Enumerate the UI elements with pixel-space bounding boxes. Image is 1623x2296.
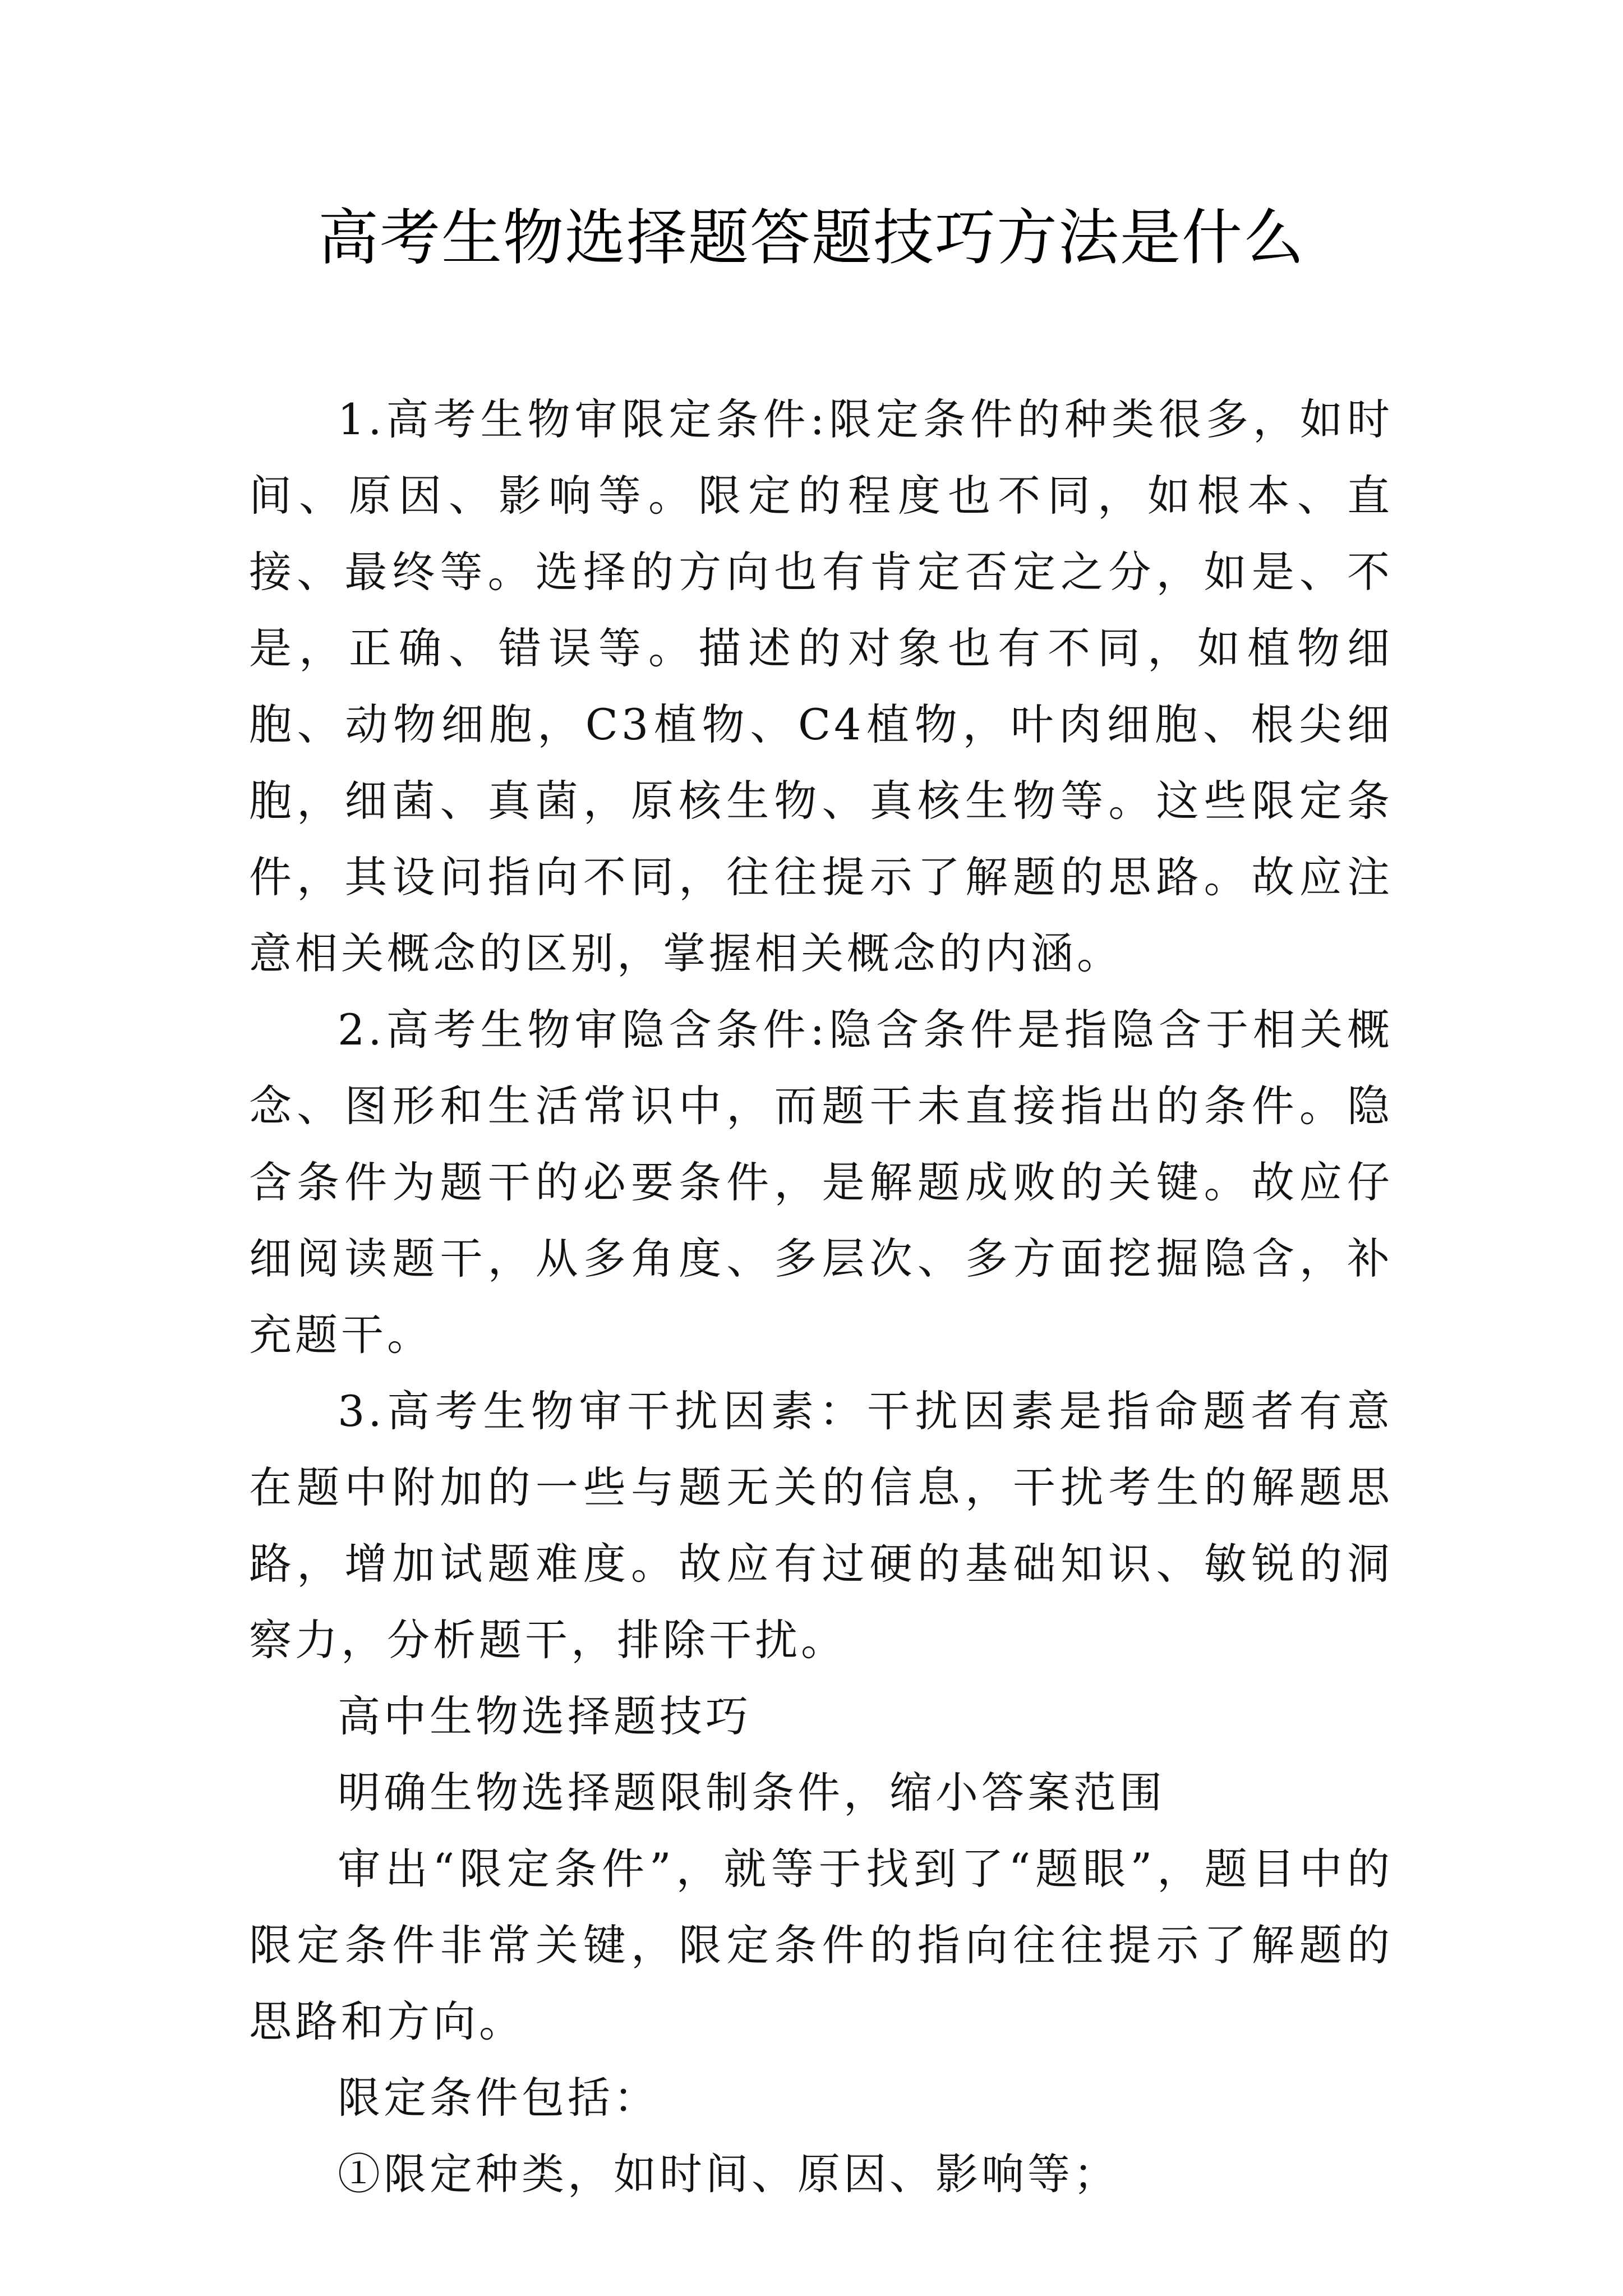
list-item: ①限定种类，如时间、原因、影响等；	[338, 2149, 1119, 2199]
paragraph: 3.高考生物审干扰因素：干扰因素是指命题者有意在题中附加的一些与题无关的信息，干扰考生的解题思路，增加试题难度。故应有过硬的基础知识、敏锐的洞察力，分析题干，排除干扰。	[249, 1386, 1393, 1665]
subheading: 明确生物选择题限制条件，缩小答案范围	[338, 1768, 1165, 1818]
document-title: 高考生物选择题答题技巧方法是什么	[317, 203, 1305, 273]
paragraph: 1.高考生物审限定条件:限定条件的种类很多，如时间、原因、影响等。限定的程度也不同，如根本、直接、最终等。选择的方向也有肯定否定之分，如是、不是，正确、错误等。描述的对象也有不同，如植物细胞、动物细胞，C3植物、C4植物，叶肉细胞、根尖细胞，细菌、真菌，原核生物、真核生物等。这些限定条件，其设问指向不同，往往提示了解题的思路。故应注意相关概念的区别，掌握相关概念的内涵。	[249, 394, 1393, 978]
section-heading: 高中生物选择题技巧	[338, 1691, 751, 1741]
paragraph: 审出“限定条件”，就等于找到了“题眼”，题目中的限定条件非常关键，限定条件的指向往往提示了解题的思路和方向。	[249, 1844, 1393, 2046]
paragraph: 2.高考生物审隐含条件:隐含条件是指隐含于相关概念、图形和生活常识中，而题干未直接指出的条件。隐含条件为题干的必要条件，是解题成败的关键。故应仔细阅读题干，从多角度、多层次、多方面挖掘隐含，补充题干。	[249, 1005, 1393, 1360]
document-body	[249, 381, 1393, 2212]
paragraph: 限定条件包括：	[338, 2073, 660, 2123]
